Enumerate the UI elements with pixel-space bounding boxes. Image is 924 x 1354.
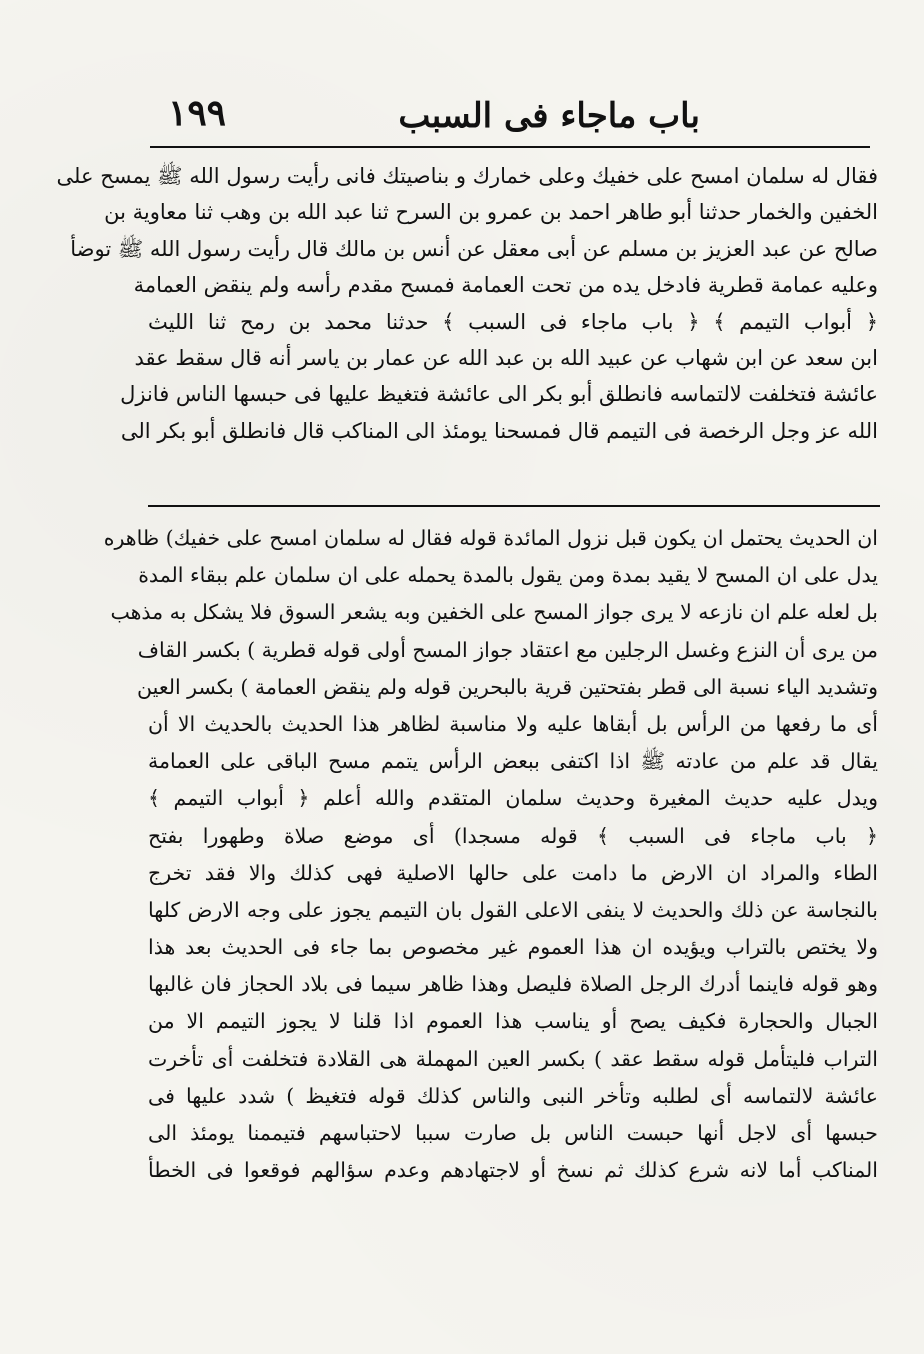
commentary-line: الطاء والمراد ان الارض ما دامت على حالها الاصلية فهى كذلك والا فقد تخرج [148,860,878,885]
main-text-line: عائشة فتخلفت لالتماسه فانطلق أبو بكر الى عائشة فتغيظ عليها فى حبسها الناس فانزل [120,382,878,407]
commentary-line: الجبال والحجارة فكيف يصح أو يناسب هذا العموم اذا قلنا لا يجوز التيمم الا من [148,1009,878,1034]
commentary-line: بالنجاسة عن ذلك والحديث لا ينفى الاعلى القول بان التيمم يجوز على وجه الارض كلها [148,897,878,922]
commentary-line: ان الحديث يحتمل ان يكون قبل نزول المائدة قوله فقال له سلمان امسح على خفيك) ظاهره [103,526,878,550]
commentary-line: التراب فليتأمل قوله سقط عقد ) بكسر العين المهملة هى القلادة فتخلفت أى تأخرت [148,1046,878,1071]
commentary-line: بل لعله علم ان نازعه لا يرى جواز المسح على الخفين وبه يشعر السوق فلا يشكل به مذهب [110,600,878,625]
commentary-line: وهو قوله فاينما أدرك الرجل الصلاة فليصل وهذا ظاهر سيما فى بلاد الحجاز فان غالبها [148,972,878,997]
commentary-line: ﴿ باب ماجاء فى السبب ﴾ قوله مسجدا) أى موضع صلاة وطهورا بفتح [148,823,878,848]
main-text-line: فقال له سلمان امسح على خفيك وعلى خمارك و بناصيتك فانى رأيت رسول الله ﷺ يمسح على [56,164,878,188]
commentary-line: حبسها أى لاجل أنها حبست الناس بل صارت سببا لاحتباسهم فتيممنا يومئذ الى [148,1121,878,1145]
text-commentary-divider [148,505,880,507]
running-title: باب ماجاء فى السبب [398,96,700,136]
main-text [56,158,878,449]
commentary-line: أى ما رفعها من الرأس بل أبقاها عليه ولا مناسبة لظاهر هذا الحديث بالحديث الا أن [148,711,878,736]
main-text-line: الخفين والخمار حدثنا أبو طاهر احمد بن عمرو بن السرح ثنا عبد الله بن وهب ثنا معاوية بن [104,200,878,225]
commentary-line: يقال قد علم من عادته ﷺ اذا اكتفى ببعض الرأس يتمم مسح الباقى على العمامة [148,749,878,774]
main-text-line: صالح عن عبد العزيز بن مسلم عن أبى معقل عن أنس بن مالك قال رأيت رسول الله ﷺ توضأ [70,236,878,261]
commentary-line: المناكب أما لانه شرع كذلك ثم نسخ أو لاجتهادهم وعدم سؤالهم فوقعوا فى الخطأ [148,1158,878,1183]
commentary-line: يدل على ان المسح لا يقيد بمدة ومن يقول بالمدة يحمله على ان سلمان علم ببقاء المدة [138,563,878,588]
commentary [103,520,878,1189]
main-text-line: الله عز وجل الرخصة فى التيمم قال فمسحنا يومئذ الى المناكب قال فانطلق أبو بكر الى [120,418,878,443]
commentary-line: وتشديد الياء نسبة الى قطر بفتحتين قرية بالبحرين قوله ولم ينقض العمامة ) بكسر العين [137,674,878,699]
main-text-line: ابن سعد عن ابن شهاب عن عبيد الله بن عبد الله عن عمار بن ياسر أنه قال سقط عقد [134,345,878,370]
commentary-line: ولا يختص بالتراب ويؤيده ان هذا العموم غير مخصوص بما جاء فى الحديث بعد هذا [148,935,878,960]
page-number: ١٩٩ [168,92,227,134]
commentary-line: ويدل عليه حديث المغيرة وحديث سلمان المتقدم والله أعلم ﴿ أبواب التيمم ﴾ [148,786,878,811]
header-rule [150,146,870,148]
main-text-line: ﴿ أبواب التيمم ﴾ ﴿ باب ماجاء فى السبب ﴾ حدثنا محمد بن رمح ثنا الليث [148,309,878,334]
commentary-line: عائشة لالتماسه أى لطلبه وتأخر النبى والناس كذلك قوله فتغيظ ) شدد عليها فى [148,1083,878,1108]
page-header [150,88,870,140]
main-text-line: وعليه عمامة قطرية فادخل يده من تحت العمامة فمسح مقدم رأسه ولم ينقض العمامة [133,273,878,298]
commentary-line: من يرى أن النزع وغسل الرجلين مع اعتقاد جواز المسح أولى قوله قطرية ) بكسر القاف [137,637,878,662]
